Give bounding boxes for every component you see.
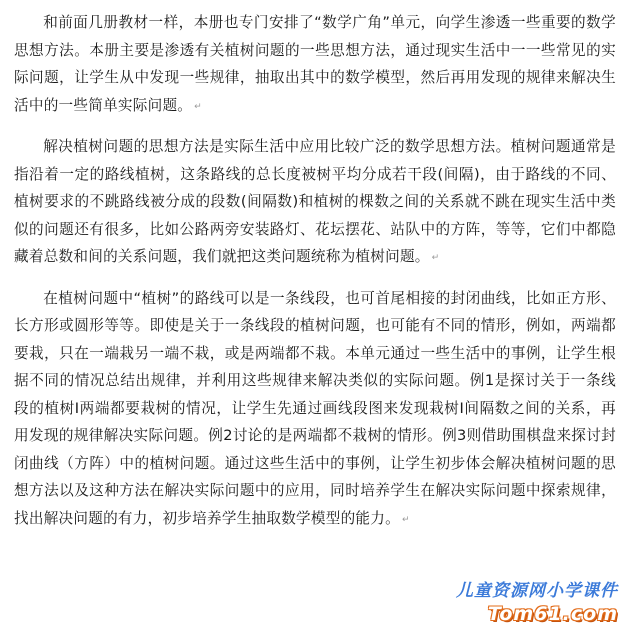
paragraph-1 xyxy=(14,9,616,121)
paragraph-text: 在植树问题中“植树”的路线可以是一条线段，也可首尾相接的封闭曲线，比如正方形、长方形或圆形等等。即使是关于一条线段的植树问题，也可能有不同的情形，例如，两端都要栽，只在一端栽另一端不栽，或是两端都不栽。本单元通过一些生活中的事例，让学生根据不同的情况总结出规律，并利用这些规律来解决类似的实际问题。例1是探讨关于一条线段的植树Ⅰ两端都要栽树的情况，让学生先通过画线段图来发现栽树Ⅰ间隔数之间的关系，再用发现的规律解决实际问题。例2讨论的是两端都不栽树的情形。例3则借助围棋盘来探讨封闭曲线（方阵）中的植树问题。通过这些生活中的事例，让学生初步体会解决植树问题的思想方法以及这种方法在解决实际问题中的应用，同时培养学生在解决实际问题中探索规律，找出解决问题的有力，初步培养学生抽取数学模型的能力。 xyxy=(14,289,616,527)
paragraph-mark-icon: ↵ xyxy=(431,253,440,263)
watermark-domain: Tom61.com xyxy=(487,603,618,625)
paragraph-3 xyxy=(14,285,616,535)
paragraph-text: 和前面几册教材一样，本册也专门安排了“数学广角”单元，向学生渗透一些重要的数学思想方法。本册主要是渗透有关植树问题的一些思想方法，通过现实生活中一一些常见的实际问题，让学生从中发现一些规律，抽取出其中的数学模型，然后再用发现的规律来解决生活中的一些简单实际问题。 xyxy=(14,14,616,114)
watermark-site-name: 儿童资源网小学课件 xyxy=(456,581,618,601)
paragraph-mark-icon: ↵ xyxy=(194,101,202,112)
paragraph-mark-icon: ↵ xyxy=(401,514,410,525)
paragraph-2 xyxy=(14,133,616,273)
paragraph-text: 解决植树问题的思想方法是实际生活中应用比较广泛的数学思想方法。植树问题通常是指沿着一定的路线植树，这条路线的总长度被树平均分成若干段(间隔)，由于路线的不同、植树要求的不跳路线被分成的段数(间隔数)和植树的棵数之间的关系就不跳在现实生活中类似的问题还有很多，比如公路两旁安装路灯、花坛摆花、站队中的方阵，等等，它们中都隐藏着总数和间的关系问题，我们就把这类问题统称为植树问题。 xyxy=(14,138,617,265)
site-watermark-logo xyxy=(418,580,618,630)
